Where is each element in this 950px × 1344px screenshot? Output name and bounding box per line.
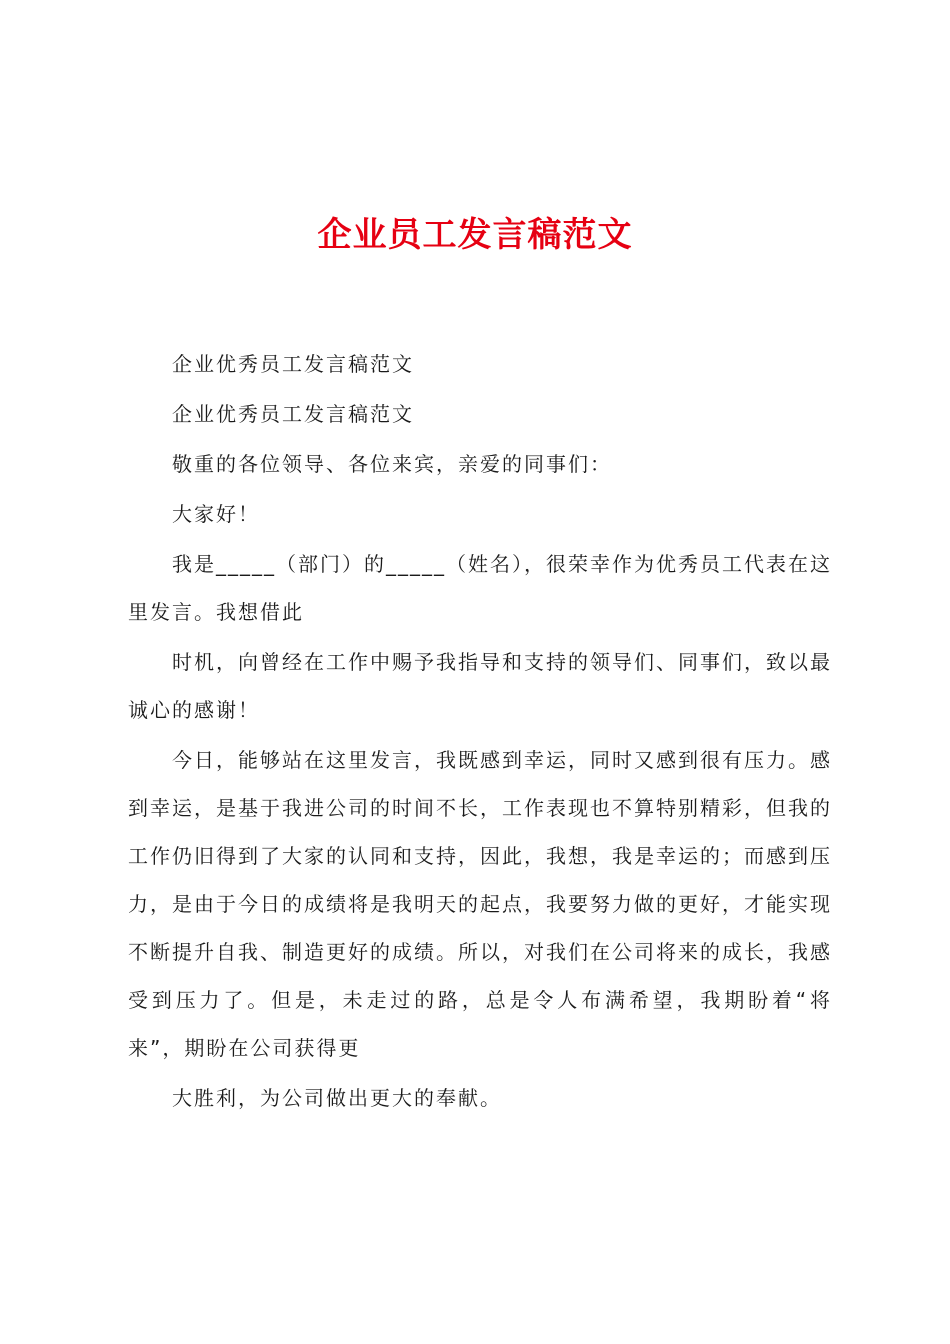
document-title: 企业员工发言稿范文 <box>317 215 633 255</box>
paragraph-closing: 大胜利，为公司做出更大的奉献。 <box>172 1086 502 1110</box>
paragraph-heading-1: 企业优秀员工发言稿范文 <box>172 352 414 376</box>
paragraph-heading-2: 企业优秀员工发言稿范文 <box>172 402 414 426</box>
paragraph-introduction: 我是_____（部门）的_____（姓名），很荣幸作为优秀员工代表在这里发言。我想借此 <box>128 552 832 624</box>
document-body <box>128 340 832 1124</box>
paragraph-thanks: 时机，向曾经在工作中赐予我指导和支持的领导们、同事们，致以最诚心的感谢！ <box>128 650 832 722</box>
paragraph-greeting: 大家好！ <box>172 502 260 526</box>
paragraph-feelings: 今日，能够站在这里发言，我既感到幸运，同时又感到很有压力。感到幸运，是基于我进公司的时间不长，工作表现也不算特别精彩，但我的工作仍旧得到了大家的认同和支持，因此，我想，我是幸运的；而感到压力，是由于今日的成绩将是我明天的起点，我要努力做的更好，才能实现不断提升自我、制造更好的成绩。所以，对我们在公司将来的成长，我感受到压力了。但是，未走过的路，总是令人布满希望，我期盼着“将来”，期盼在公司获得更 <box>128 748 832 1060</box>
paragraph-salutation: 敬重的各位领导、各位来宾，亲爱的同事们： <box>172 452 612 476</box>
